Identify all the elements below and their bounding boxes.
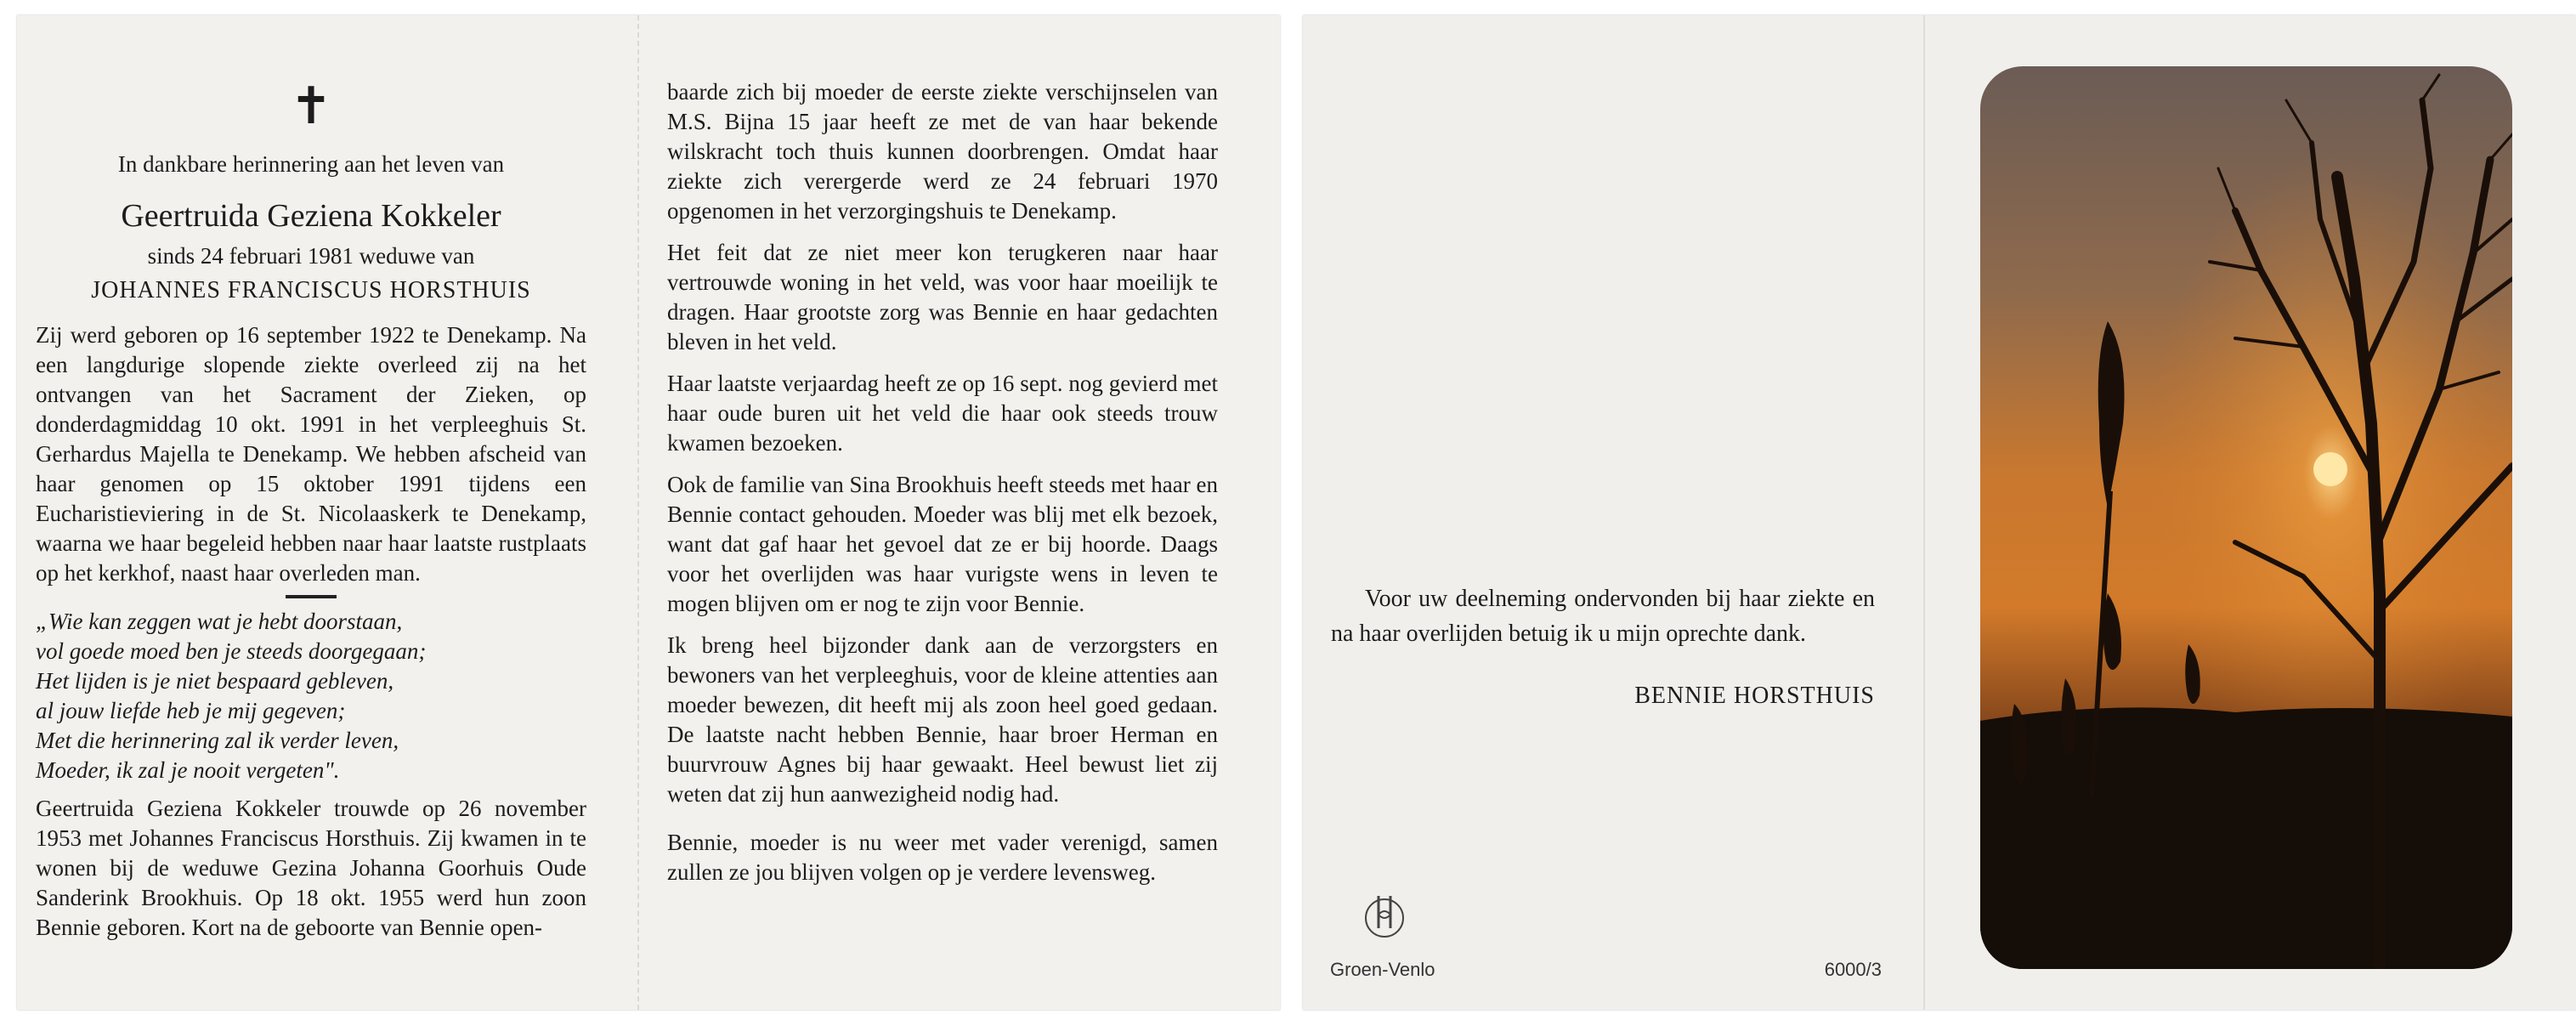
story-paragraph: Ik breng heel bijzonder dank aan de verzorgsters en bewoners van het verpleeghuis, voor de kleine attenties aan moeder bewezen, dit heeft mij als zoon heel goed gedaan. De laatste nacht hebben Bennie, haar broer Herman en buurvrouw Agnes bij haar gewaakt. Heel bewust liet zij weten dat zij hun aanwezigheid nodig had. — [667, 632, 1218, 807]
widow-since-line: sinds 24 februari 1981 weduwe van — [147, 243, 475, 269]
husband-name: JOHANNES FRANCISCUS HORSTHUIS — [91, 277, 531, 303]
card-fold-line — [637, 15, 644, 1010]
thanks-text: Voor uw deelneming ondervonden bij haar ziekte en na haar overlijden betuig ik u mijn oprechte dank. — [1331, 586, 1875, 647]
divider-rule — [286, 595, 337, 598]
poem — [36, 607, 586, 785]
left-text-column — [36, 78, 586, 943]
cross-icon: ✝ — [289, 78, 333, 134]
poem-line: Met die herinnering zal ik verder leven, — [36, 728, 399, 753]
story-paragraph: Haar laatste verjaardag heeft ze op 16 sept. nog gevierd met haar oude buren uit het veld die haar ook steeds trouw kwamen bezoeken. — [667, 371, 1218, 456]
signature-name: BENNIE HORSTHUIS — [1634, 683, 1875, 709]
poem-line: vol goede moed ben je steeds doorgegaan; — [36, 638, 427, 664]
poem-line: Het lijden is je niet bespaard gebleven, — [36, 668, 394, 694]
poem-line: Moeder, ik zal je nooit vergeten". — [36, 757, 340, 783]
closing-paragraph: Bennie, moeder is nu weer met vader verenigd, samen zullen ze jou blijven volgen op je verdere levensweg. — [667, 830, 1218, 885]
life-story-paragraph: Geertruida Geziena Kokkeler trouwde op 26 november 1953 met Johannes Franciscus Horsthuis. Zij kwamen in te wonen bij de weduwe Gezina Johanna Goorhuis Oude Sanderink Brookhuis. Op 18 okt. 1955 werd hun zoon Bennie geboren. Kort na de geboorte van Bennie open- — [36, 796, 586, 940]
card-code: 6000/3 — [1824, 959, 1882, 980]
card-fold-line — [1923, 15, 1930, 1010]
right-text-column — [667, 77, 1218, 887]
intro-line: In dankbare herinnering aan het leven van — [117, 151, 505, 177]
poem-line: „Wie kan zeggen wat je hebt doorstaan, — [36, 609, 403, 634]
story-paragraph: Ook de familie van Sina Brookhuis heeft steeds met haar en Bennie contact gehouden. Moeder was blij met elk bezoek, want dat gaf haar het gevoel dat ze er bij hoorde. Daags voor het overlijden was haar vurigste wens in leven te mogen blijven om er nog te zijn voor Bennie. — [667, 472, 1218, 616]
deceased-name: Geertruida Geziena Kokkeler — [121, 198, 501, 234]
story-paragraph: Het feit dat ze niet meer kon terugkeren naar haar vertrouwde woning in het veld, was voor haar moeilijk te dragen. Haar grootste zorg was Bennie en haar gedachten bleven in het veld. — [667, 240, 1218, 354]
publisher-name: Groen-Venlo — [1330, 959, 1435, 980]
sunset-reeds-photo — [1980, 66, 2512, 969]
publisher-logo-icon — [1360, 889, 1409, 940]
sun — [2313, 452, 2347, 486]
story-paragraph: baarde zich bij moeder de eerste ziekte verschijnselen van M.S. Bijna 15 jaar heeft ze met de van haar bekende wilskracht toch thuis kunnen doorbrengen. Omdat haar ziekte zich verergerde werd ze 24 februari 1970 opgenomen in het verzorgingshuis te Denekamp. — [667, 79, 1218, 224]
poem-line: al jouw liefde heb je mij gegeven; — [36, 698, 346, 723]
biography-paragraph: Zij werd geboren op 16 september 1922 te Denekamp. Na een langdurige slopende ziekte overleed zij na het ontvangen van het Sacrament der Zieken, op donderdagmiddag 10 okt. 1991 in het verpleeghuis St. Gerhardus Majella te Denekamp. We hebben afscheid van haar genomen op 15 oktober 1991 tijdens een Eucharistieviering in de St. Nicolaaskerk te Denekamp, waarna we haar begeleid hebben naar haar laatste rustplaats op het kerkhof, naast haar overleden man. — [36, 322, 586, 586]
